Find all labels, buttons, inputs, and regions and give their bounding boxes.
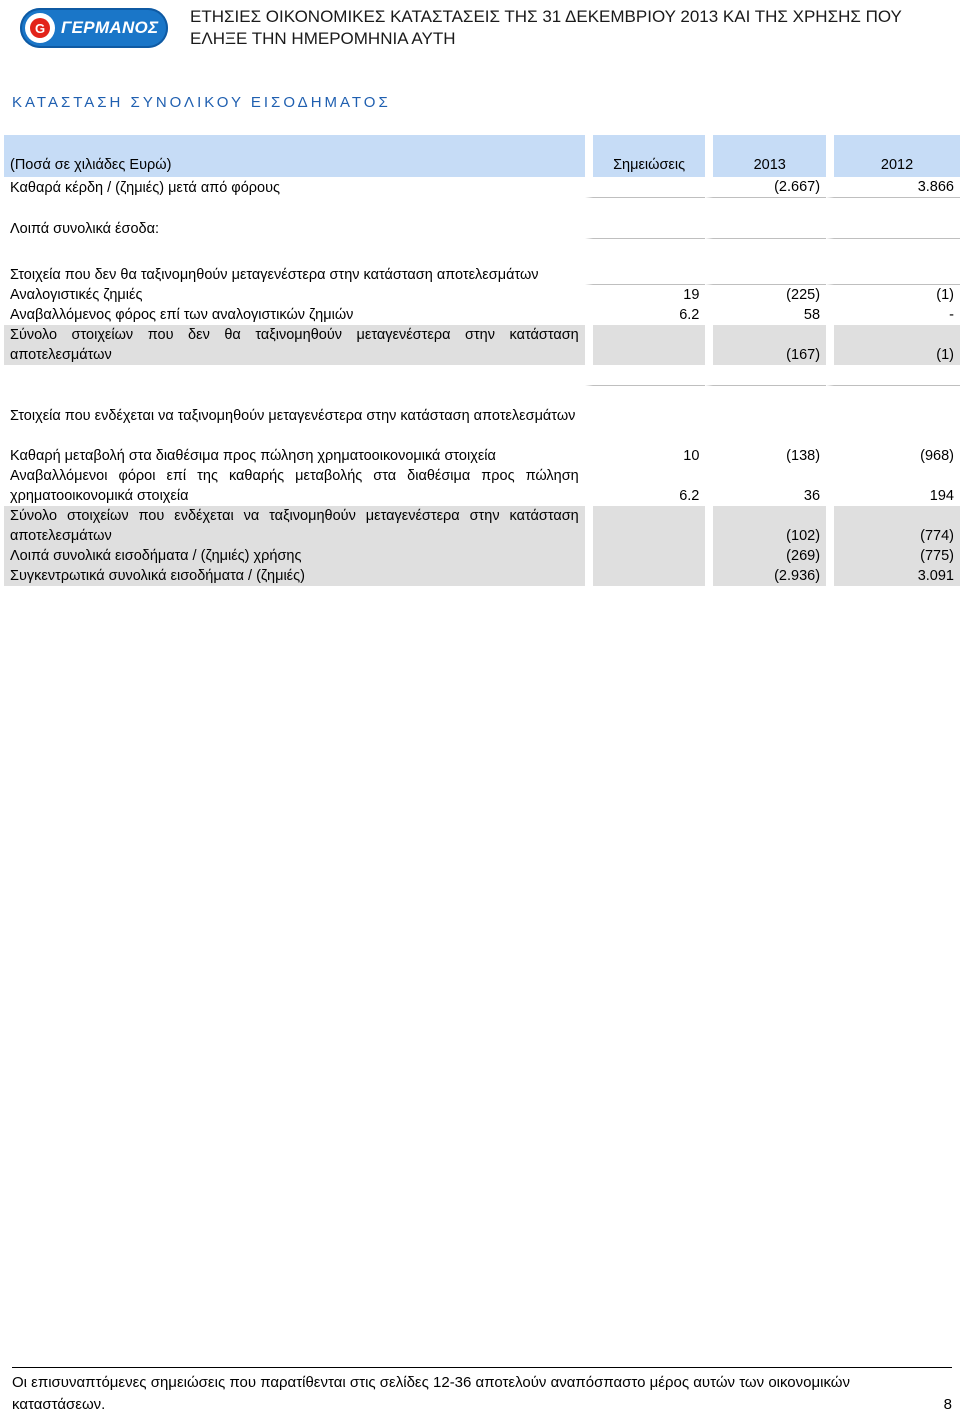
deferred-tax-actuarial-note: 6.2 [585,305,706,325]
company-logo [20,8,168,48]
not-reclass-total-2013: (167) [705,325,826,365]
row-label-other-comprehensive: Λοιπά συνολικά εισοδήματα / (ζημιές) χρήσης [4,546,585,566]
table-row [4,426,960,466]
table-row [4,386,960,426]
row-label-other-income: Λοιπά συνολικά έσοδα: [10,221,160,237]
total-comprehensive-2013: (2.936) [705,566,826,586]
table-row [4,285,960,305]
row-label-deferred-tax-afs: Αναβαλλόμενοι φόροι επί της καθαρής μεταβολής στα διαθέσιμα προς πώληση χρηματοοικονομικά στοιχεία [10,468,579,504]
afs-change-2012: (968) [826,426,960,466]
page-number: 8 [943,1396,952,1413]
header-2012: 2012 [826,135,960,177]
table-row [4,198,960,239]
header-notes: Σημειώσεις [585,135,706,177]
logo-text: ΓΕΡΜΑΝΟΣ [61,18,159,37]
other-comprehensive-2012: (775) [826,546,960,566]
other-comprehensive-2013: (269) [705,546,826,566]
deferred-tax-afs-2012: 194 [826,466,960,506]
header-2013: 2013 [705,135,826,177]
row-label-reclass-total: Σύνολο στοιχείων που ενδέχεται να ταξινομηθούν μεταγενέστερα στην κατάσταση αποτελεσμάτων [4,506,585,546]
afs-change-2013: (138) [705,426,826,466]
actuarial-losses-2013: (225) [705,285,826,305]
row-label-not-reclass-header: Στοιχεία που δεν θα ταξινομηθούν μεταγενέστερα στην κατάσταση αποτελεσμάτων [10,267,539,283]
footer-note-line2: καταστάσεων. [12,1396,106,1413]
row-label-not-reclass-total: Σύνολο στοιχείων που δεν θα ταξινομηθούν μεταγενέστερα στην κατάσταση αποτελεσμάτων [4,325,585,365]
logo-mark-icon: G [25,13,55,43]
document-header [190,6,950,50]
deferred-tax-actuarial-2012: - [826,305,960,325]
header-title-line1: ΕΤΗΣΙΕΣ ΟΙΚΟΝΟΜΙΚΕΣ ΚΑΤΑΣΤΑΣΕΙΣ ΤΗΣ 31 ΔΕΚΕΜΒΡΙΟΥ 2013 ΚΑΙ ΤΗΣ ΧΡΗΣΗΣ ΠΟΥ [190,7,902,26]
deferred-tax-actuarial-2013: 58 [705,305,826,325]
table-row [4,566,960,586]
table-row [4,177,960,198]
footer-note-line1: Οι επισυναπτόμενες σημειώσεις που παρατίθενται στις σελίδες 12-36 αποτελούν αναπόσπαστο μέρος αυτών των οικονομικών [12,1374,850,1391]
table-header-row [4,135,960,177]
header-amounts-note: (Ποσά σε χιλιάδες Ευρώ) [4,135,585,177]
net-profit-2013: (2.667) [705,177,826,198]
section-title: ΚΑΤΑΣΤΑΣΗ ΣΥΝΟΛΙΚΟΥ ΕΙΣΟΔΗΜΑΤΟΣ [12,94,391,111]
deferred-tax-afs-note: 6.2 [585,466,706,506]
table-row [4,546,960,566]
net-profit-2012: 3.866 [826,177,960,198]
comprehensive-income-table [4,135,960,586]
row-label-afs-change: Καθαρή μεταβολή στα διαθέσιμα προς πώληση χρηματοοικονομικά στοιχεία [10,448,496,464]
row-label-deferred-tax-actuarial: Αναβαλλόμενος φόρος επί των αναλογιστικών ζημιών [10,307,354,323]
row-label-reclass-header: Στοιχεία που ενδέχεται να ταξινομηθούν μεταγενέστερα στην κατάσταση αποτελεσμάτων [10,408,576,424]
row-label-actuarial-losses: Αναλογιστικές ζημιές [10,287,143,303]
reclass-total-2013: (102) [705,506,826,546]
row-label-net-profit: Καθαρά κέρδη / (ζημιές) μετά από φόρους [10,180,281,196]
row-label-total-comprehensive: Συγκεντρωτικά συνολικά εισοδήματα / (ζημιές) [4,566,585,586]
not-reclass-total-2012: (1) [826,325,960,365]
page-footer [12,1367,952,1416]
table-row [4,325,960,365]
table-row [4,506,960,546]
table-row [4,305,960,325]
reclass-total-2012: (774) [826,506,960,546]
actuarial-losses-note: 19 [585,285,706,305]
table-row [4,239,960,285]
spacer-row [4,365,960,386]
table-row [4,466,960,506]
deferred-tax-afs-2013: 36 [705,466,826,506]
actuarial-losses-2012: (1) [826,285,960,305]
header-title-line2: ΕΛΗΞΕ ΤΗΝ ΗΜΕΡΟΜΗΝΙΑ ΑΥΤΗ [190,29,456,48]
afs-change-note: 10 [585,426,706,466]
total-comprehensive-2012: 3.091 [826,566,960,586]
